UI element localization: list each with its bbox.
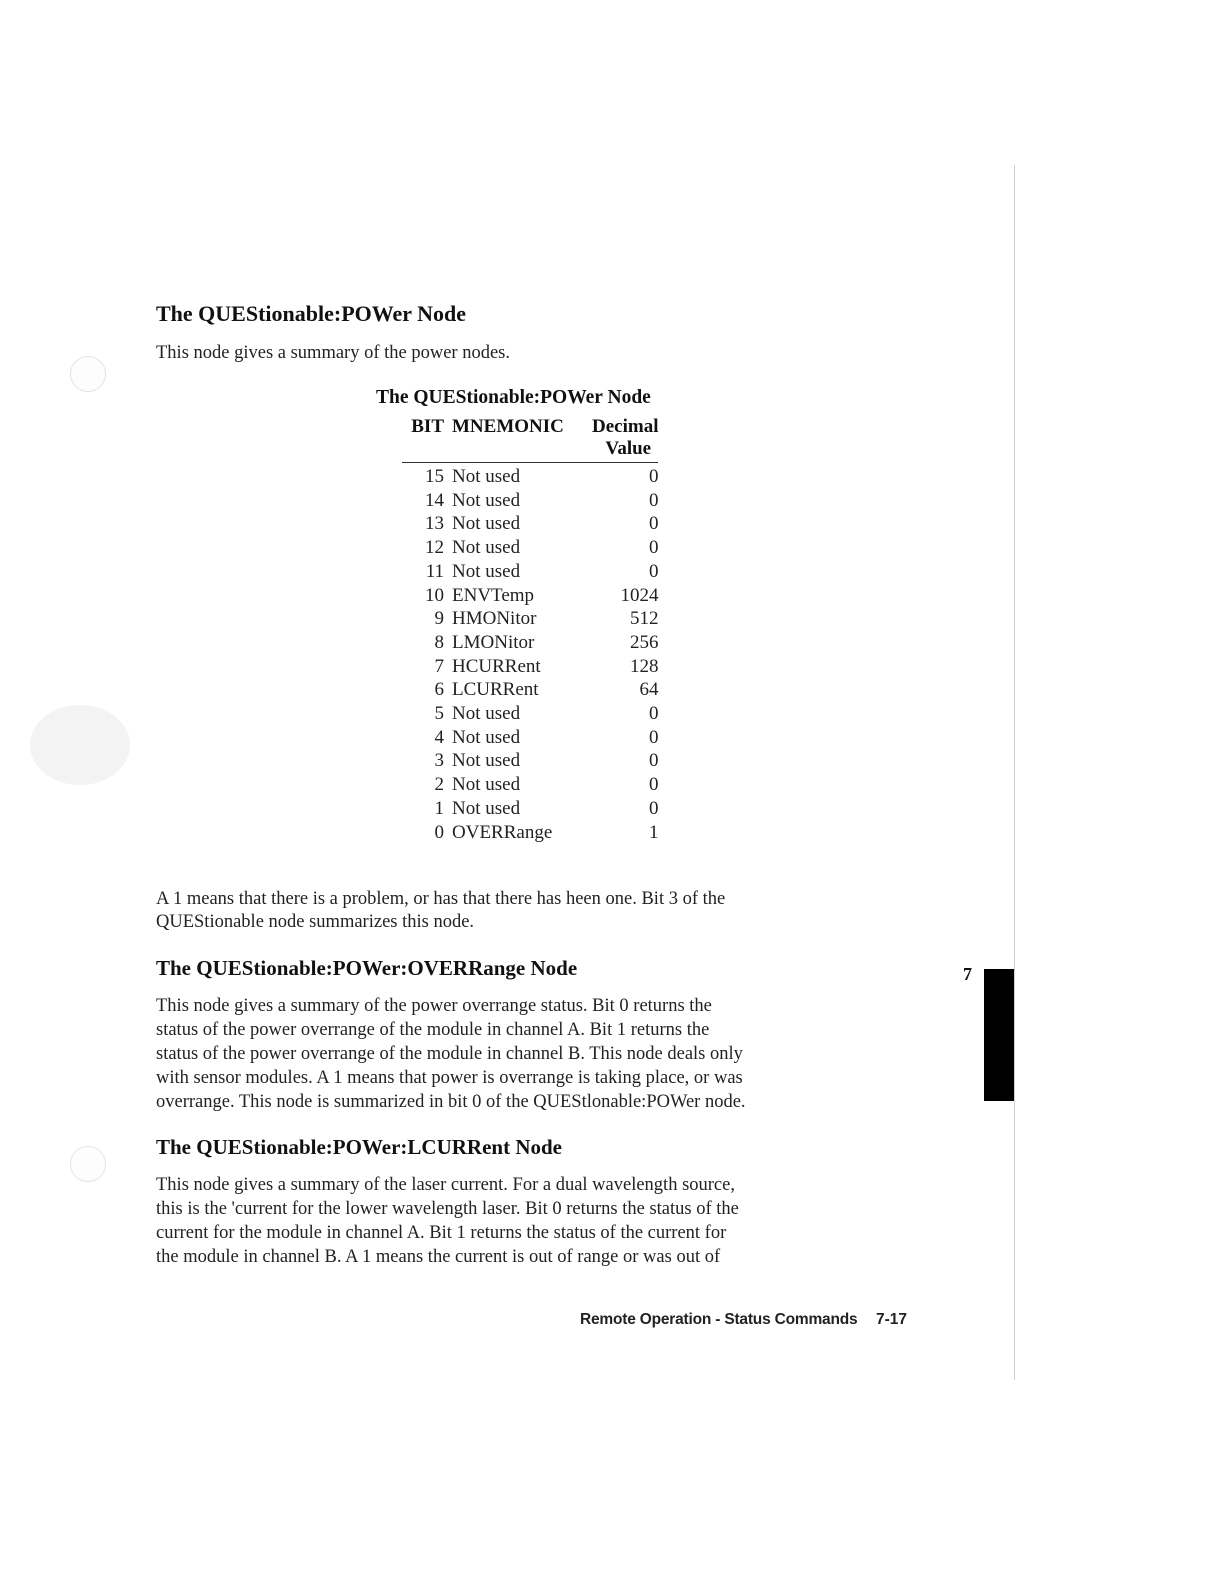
overrange-line-3: status of the power overrange of the module in channel B. This node deals only <box>156 1044 743 1064</box>
cell-bit: 0 <box>434 821 444 843</box>
col-header-value-line2: Value <box>605 438 652 459</box>
cell-value: 128 <box>629 655 659 677</box>
table-row <box>402 560 658 584</box>
cell-mnemonic: Not used <box>452 513 521 535</box>
col-header-bit: BIT <box>402 416 452 463</box>
cell-bit: 10 <box>425 584 444 606</box>
cell-mnemonic: Not used <box>452 537 521 559</box>
lcurrent-line-2: this is the 'current for the lower wavelength laser. Bit 0 returns the status of the <box>156 1199 739 1219</box>
cell-bit: 15 <box>425 466 444 487</box>
col-header-mnemonic: MNEMONIC <box>452 416 592 463</box>
cell-value: 512 <box>629 608 659 630</box>
table-row <box>402 821 658 845</box>
table-row <box>402 631 658 655</box>
table-row <box>402 607 658 631</box>
table-row <box>402 726 658 750</box>
overrange-line-2: status of the power overrange of the module in channel A. Bit 1 returns the <box>156 1020 710 1040</box>
table-row <box>402 584 658 608</box>
cell-mnemonic: Not used <box>452 703 521 725</box>
col-header-decimal-value <box>592 416 658 463</box>
lcurrent-line-3: current for the module in channel A. Bit 1 returns the status of the current for <box>156 1223 727 1243</box>
table-row <box>402 773 658 797</box>
section-heading-overrange-node: The QUEStionable:POWer:OVERRange Node <box>156 956 578 980</box>
cell-bit: 13 <box>425 513 444 535</box>
cell-value: 0 <box>648 537 659 559</box>
cell-value: 0 <box>648 750 659 772</box>
scan-smudge <box>30 705 130 785</box>
section-intro: This node gives a summary of the power nodes. <box>156 343 510 363</box>
table-row <box>402 702 658 726</box>
cell-value: 0 <box>648 560 659 582</box>
table-row <box>402 463 658 489</box>
cell-value: 0 <box>648 726 659 748</box>
table-row <box>402 797 658 821</box>
cell-mnemonic: HCURRent <box>452 655 541 677</box>
cell-value: 0 <box>648 489 659 511</box>
cell-mnemonic: ENVTemp <box>452 584 535 606</box>
cell-bit: 1 <box>434 797 444 819</box>
cell-mnemonic: Not used <box>452 750 521 772</box>
cell-value: 1024 <box>620 584 659 606</box>
cell-bit: 14 <box>425 489 444 511</box>
cell-mnemonic: Not used <box>452 560 521 582</box>
section-heading-power-node: The QUEStionable:POWer Node <box>156 301 467 326</box>
cell-mnemonic: LMONitor <box>452 631 535 653</box>
cell-mnemonic: Not used <box>452 466 521 487</box>
cell-value: 0 <box>648 797 659 819</box>
table-row <box>402 512 658 536</box>
overrange-line-4: with sensor modules. A 1 means that power is overrange is taking place, or was <box>156 1068 743 1088</box>
table-row <box>402 489 658 513</box>
cell-value: 256 <box>629 631 659 653</box>
lcurrent-line-4: the module in channel B. A 1 means the current is out of range or was out of <box>156 1247 721 1267</box>
cell-mnemonic: Not used <box>452 774 521 796</box>
cell-value: 1 <box>648 821 659 843</box>
cell-bit: 11 <box>425 560 444 582</box>
cell-value: 0 <box>648 774 659 796</box>
cell-mnemonic: Not used <box>452 797 521 819</box>
cell-mnemonic: Not used <box>452 489 521 511</box>
footer-page-number: 7-17 <box>876 1311 908 1328</box>
cell-bit: 2 <box>434 774 444 796</box>
chapter-number: 7 <box>963 964 972 984</box>
register-table <box>402 416 658 844</box>
cell-value: 64 <box>639 679 659 701</box>
overrange-line-5: overrange. This node is summarized in bit 0 of the QUEStlonable:POWer node. <box>156 1092 746 1112</box>
cell-value: 0 <box>648 703 659 725</box>
punch-hole-bottom <box>70 1146 106 1182</box>
cell-value: 0 <box>648 466 659 487</box>
lcurrent-line-1: This node gives a summary of the laser current. For a dual wavelength source, <box>156 1175 735 1195</box>
cell-bit: 5 <box>434 703 444 725</box>
table-row <box>402 655 658 679</box>
cell-bit: 6 <box>434 679 444 701</box>
cell-bit: 12 <box>425 537 444 559</box>
after-table-line-2: QUEStionable node summarizes this node. <box>156 912 475 932</box>
table-title: The QUEStionable:POWer Node <box>376 387 651 408</box>
footer-running-title: Remote Operation - Status Commands <box>580 1311 858 1328</box>
table-row <box>402 536 658 560</box>
table-row <box>402 678 658 702</box>
cell-bit: 8 <box>434 631 444 653</box>
binding-line <box>1014 165 1015 1380</box>
section-heading-lcurrent-node: The QUEStionable:POWer:LCURRent Node <box>156 1135 562 1159</box>
table-row <box>402 749 658 773</box>
after-table-line-1: A 1 means that there is a problem, or has that there has heen one. Bit 3 of the <box>156 889 726 909</box>
cell-mnemonic: HMONitor <box>452 608 537 630</box>
overrange-line-1: This node gives a summary of the power overrange status. Bit 0 returns the <box>156 996 712 1016</box>
cell-mnemonic: LCURRent <box>452 679 539 701</box>
cell-bit: 9 <box>434 608 444 630</box>
punch-hole-top <box>70 356 106 392</box>
cell-value: 0 <box>648 513 659 535</box>
chapter-tab-bar <box>984 969 1014 1101</box>
cell-bit: 3 <box>434 750 444 772</box>
cell-mnemonic: Not used <box>452 726 521 748</box>
cell-bit: 7 <box>434 655 444 677</box>
col-header-value-line1: Decimal <box>592 416 659 437</box>
cell-mnemonic: OVERRange <box>452 821 553 843</box>
cell-bit: 4 <box>434 726 444 748</box>
